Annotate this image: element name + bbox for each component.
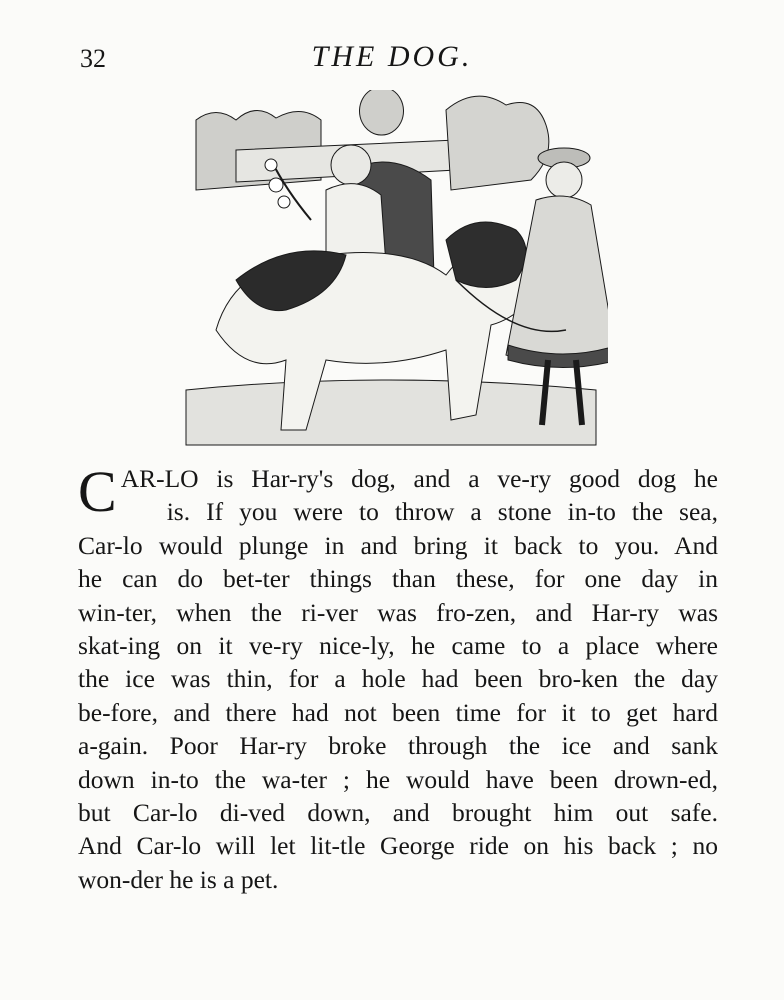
story-paragraph [78, 459, 718, 896]
story-line: down in-to the wa-ter ; he would have been drown-ed, [78, 764, 718, 794]
baby-head [331, 145, 371, 185]
page-number: 32 [80, 44, 106, 73]
girl-head [546, 162, 582, 198]
woman-figure [360, 90, 404, 135]
story-line: AR-LO is Har-ry's dog, and a ve-ry good dog he [120, 464, 718, 493]
story-line: And Car-lo will let lit-tle George ride on his back ; no [78, 831, 718, 861]
story-line: but Car-lo di-ved down, and brought him out safe. [78, 798, 718, 828]
dog-head [446, 222, 526, 288]
story-line: is. If you were to throw a stone in-to the sea, [166, 497, 718, 527]
drop-cap: C [78, 459, 117, 524]
right-tree [446, 96, 549, 190]
ground [186, 380, 596, 445]
engraving-illustration [176, 90, 608, 450]
story-line: a-gain. Poor Har-ry broke through the ice and sank [78, 731, 718, 761]
story-line: the ice was thin, for a hole had been bro-ken the day [78, 664, 718, 694]
story-line: be-fore, and there had not been time for it to get hard [78, 697, 718, 727]
running-title: THE DOG. [311, 40, 473, 73]
girl-dress [506, 196, 608, 365]
story-line: skat-ing on it ve-ry nice-ly, he came to a place where [78, 631, 718, 661]
story-line: Car-lo would plunge in and bring it back to you. And [78, 530, 718, 560]
story-line: won-der he is a pet. [78, 864, 279, 894]
story-line: he can do bet-ter things than these, for one day in [78, 564, 718, 594]
story-line: win-ter, when the ri-ver was fro-zen, and Har-ry was [78, 597, 718, 627]
